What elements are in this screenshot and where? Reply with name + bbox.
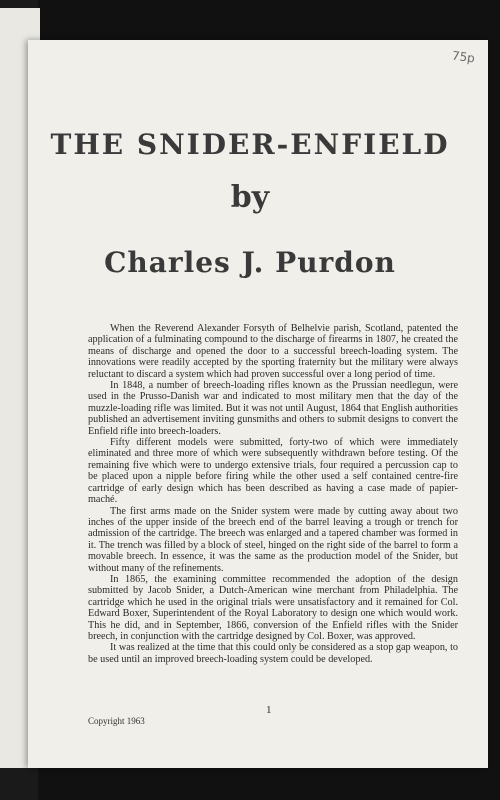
paragraph: When the Reverend Alexander Forsyth of Belhelvie parish, Scotland, patented the application of a fulminating compound to the discharge of firearms in 1807, he created the means of discharge and opened the door to a successful breech-loading system. The innovations were readily accepted by the sporting fraternity but the military were always reluctant to discard a system which had proven successful over a long period of time. [88,323,458,380]
copyright-notice: Copyright 1963 [88,716,145,726]
paragraph: The first arms made on the Snider system were made by cutting away about two inches of the upper inside of the breech end of the barrel leaving a trough or trench for admission of the cartridge. The breech was enlarged and a tapered chamber was formed in it. The trench was filled by a block of steel, hinged on the right side of the barrel to form a movable breech. In essence, it was the same as the production model of the Snider, but without many of the refinements. [88,505,458,574]
paragraph: Fifty different models were submitted, forty-two of which were immediately eliminated and three more of which were subsequently withdrawn before testing. Of the remaining five which were to undergo extensive trials, four required a percussion cap to be placed upon a nipple before firing while the other used a self contained centre-fire cartridge of early design which has been described as having a case made of papier-maché. [88,437,458,506]
page-number: 1 [266,704,272,716]
document-title: THE SNIDER-ENFIELD [50,128,450,161]
handwritten-price: 75p [451,48,476,66]
paragraph: In 1865, the examining committee recommended the adoption of the design submitted by Jacob Snider, a Dutch-American wine merchant from Philadelphia. The cartridge which he used in the original trials were unsatisfactory and it remained for Col. Edward Boxer, Superintendent of the Royal Laboratory to design one which would work. This he did, and in September, 1866, conversion of the Enfield rifles with the Snider breech, in conjunction with the cartridge designed by Col. Boxer, was approved. [88,573,458,642]
paragraph: It was realized at the time that this could only be considered as a stop gap weapon, to be used until an improved breech-loading system could be developed. [88,642,458,665]
author-name: Charles J. Purdon [104,246,396,279]
paragraph: In 1848, a number of breech-loading rifles known as the Prussian needlegun, were used in the Prusso-Danish war and indicated to most military men that the day of the muzzle-loading rifle was limited. But it was not until August, 1864 that English authorities published an advertisement inviting gunsmiths and others to submit designs to convert the Enfield rifle into breech-loaders. [88,380,458,437]
body-text [88,323,458,665]
byline: by [230,180,270,215]
